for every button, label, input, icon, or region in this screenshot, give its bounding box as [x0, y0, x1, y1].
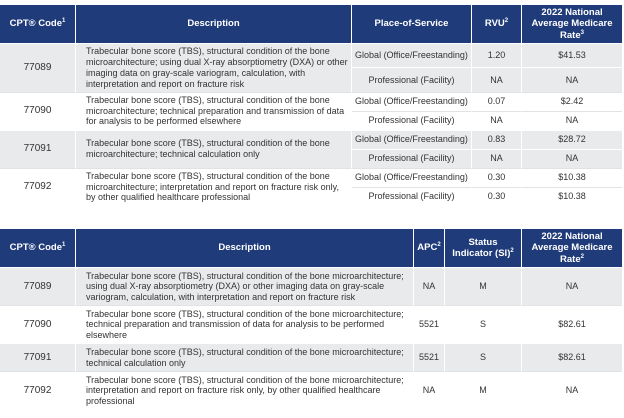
physician-fee-table	[0, 5, 622, 206]
header-rvu: RVU$^2$	[472, 5, 522, 43]
rvu-cell: NA	[472, 149, 522, 168]
rate-cell: NA	[522, 371, 622, 409]
place-of-service-cell: Global (Office/Freestanding)	[352, 168, 472, 187]
header-description: Description	[76, 5, 352, 43]
description-cell: Trabecular bone score (TBS), structural condition of the bone microarchitecture; technical preparation and transmission of data for analysis to be performed elsewhere	[76, 92, 352, 130]
status-indicator-cell: S	[445, 305, 522, 343]
rate-cell: NA	[522, 267, 622, 305]
rate-cell: $2.42	[522, 92, 622, 111]
rate-cell: NA	[522, 67, 622, 91]
header-apc: APC$^2$	[414, 229, 445, 267]
rvu-cell: 0.30	[472, 187, 522, 206]
description-cell: Trabecular bone score (TBS), structural condition of the bone microarchitecture; technical calculation only	[76, 130, 352, 168]
table-row	[0, 267, 622, 305]
table-row	[0, 343, 622, 371]
rate-cell: $10.38	[522, 187, 622, 206]
table-row	[0, 371, 622, 409]
rvu-cell: 1.20	[472, 43, 522, 67]
header-place-of-service: Place-of-Service	[352, 5, 472, 43]
place-of-service-cell: Global (Office/Freestanding)	[352, 92, 472, 111]
header-medicare-rate: 2022 National Average Medicare Rate$^3$	[522, 5, 622, 43]
status-indicator-cell: M	[445, 267, 522, 305]
place-of-service-cell: Global (Office/Freestanding)	[352, 43, 472, 67]
cpt-code-cell: 77090	[0, 305, 76, 343]
status-indicator-cell: M	[445, 371, 522, 409]
header-cpt-code: CPT® Code$^1$	[0, 5, 76, 43]
cpt-code-cell: 77091	[0, 343, 76, 371]
rate-cell: $28.72	[522, 130, 622, 149]
description-cell: Trabecular bone score (TBS), structural condition of the bone microarchitecture; using dual X-ray absorptiometry (DXA) or other imaging data on gray-scale variogram, calculation, with interpretation and report on fracture risk	[76, 43, 352, 91]
rate-cell: NA	[522, 149, 622, 168]
cpt-code-cell: 77091	[0, 130, 76, 168]
rvu-cell: NA	[472, 111, 522, 130]
description-cell: Trabecular bone score (TBS), structural condition of the bone microarchitecture; using dual X-ray absorptiometry (DXA) or other imaging data on gray-scale variogram, calculation, with interpretation and report on fracture risk	[76, 267, 414, 305]
rate-cell: $10.38	[522, 168, 622, 187]
hospital-outpatient-table	[0, 229, 622, 409]
description-cell: Trabecular bone score (TBS), structural condition of the bone microarchitecture; interpretation and report on fracture risk only, by other qualified healthcare professional	[76, 371, 414, 409]
header-medicare-rate: 2022 National Average Medicare Rate$^2$	[522, 229, 622, 267]
rate-cell: $41.53	[522, 43, 622, 67]
rate-cell: NA	[522, 111, 622, 130]
place-of-service-cell: Professional (Facility)	[352, 67, 472, 91]
table-row	[0, 130, 622, 149]
apc-cell: 5521	[414, 305, 445, 343]
rvu-cell: 0.07	[472, 92, 522, 111]
place-of-service-cell: Professional (Facility)	[352, 187, 472, 206]
place-of-service-cell: Professional (Facility)	[352, 111, 472, 130]
description-cell: Trabecular bone score (TBS), structural condition of the bone microarchitecture; technical calculation only	[76, 343, 414, 371]
table-row	[0, 92, 622, 111]
apc-cell: 5521	[414, 343, 445, 371]
table-row	[0, 168, 622, 187]
table-row	[0, 43, 622, 67]
place-of-service-cell: Professional (Facility)	[352, 149, 472, 168]
table-row	[0, 305, 622, 343]
cpt-code-cell: 77092	[0, 168, 76, 206]
rate-cell: $82.61	[522, 305, 622, 343]
apc-cell: NA	[414, 371, 445, 409]
table-header-row	[0, 229, 622, 267]
cpt-code-cell: 77089	[0, 267, 76, 305]
rvu-cell: 0.83	[472, 130, 522, 149]
cpt-code-cell: 77090	[0, 92, 76, 130]
header-description: Description	[76, 229, 414, 267]
status-indicator-cell: S	[445, 343, 522, 371]
rvu-cell: NA	[472, 67, 522, 91]
table-header-row	[0, 5, 622, 43]
rate-cell: $82.61	[522, 343, 622, 371]
description-cell: Trabecular bone score (TBS), structural condition of the bone microarchitecture; interpretation and report on fracture risk only, by other qualified healthcare professional	[76, 168, 352, 206]
description-cell: Trabecular bone score (TBS), structural condition of the bone microarchitecture; technical preparation and transmission of data for analysis to be performed elsewhere	[76, 305, 414, 343]
cpt-code-cell: 77092	[0, 371, 76, 409]
rvu-cell: 0.30	[472, 168, 522, 187]
header-status-indicator: Status Indicator (SI)$^2$	[445, 229, 522, 267]
cpt-code-cell: 77089	[0, 43, 76, 91]
header-cpt-code: CPT® Code$^1$	[0, 229, 76, 267]
apc-cell: NA	[414, 267, 445, 305]
place-of-service-cell: Global (Office/Freestanding)	[352, 130, 472, 149]
